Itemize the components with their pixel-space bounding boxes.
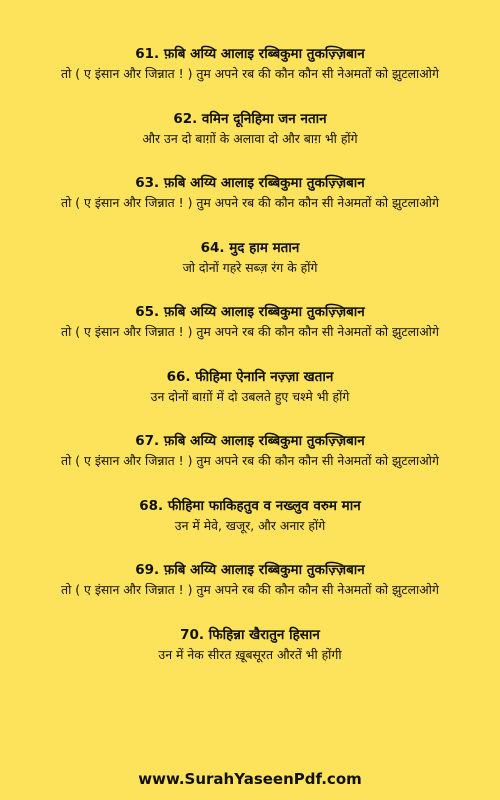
verse-62: [0, 110, 500, 175]
verse-heading: 62. वमिन दूनिहिमा जन नतान: [173, 110, 327, 127]
verse-63: [0, 174, 500, 239]
verse-translation: तो ( ए इंसान और जिन्नात ! ) तुम अपने रब की कौन कौन सी नेअमतों को झुटलाओगे: [61, 582, 439, 597]
verse-translation: तो ( ए इंसान और जिन्नात ! ) तुम अपने रब की कौन कौन सी नेअमतों को झुटलाओगे: [61, 66, 439, 81]
website-footer: www.SurahYaseenPdf.com: [138, 770, 362, 788]
verse-64: [0, 239, 500, 304]
verse-translation: उन में मेवे, खजूर, और अनार होंगे: [174, 517, 326, 533]
verse-heading: 67. फ़बि अय्यि आलाइ रब्बिकुमा तुकज़्ज़िबान: [135, 433, 365, 449]
verse-67: [0, 432, 500, 497]
verse-65: [0, 303, 500, 368]
verse-heading: 68. फीहिमा फाकिहतुव व नख्लुव वरुम मान: [139, 497, 361, 514]
verse-heading: 70. फिहिन्ना खैरातुन हिसान: [180, 626, 320, 643]
verse-heading: 61. फ़बि अय्यि आलाइ रब्बिकुमा तुकज़्ज़िबान: [135, 46, 365, 62]
verse-translation: तो ( ए इंसान और जिन्नात ! ) तुम अपने रब की कौन कौन सी नेअमतों को झुटलाओगे: [61, 324, 439, 339]
verse-heading: 64. मुद हाम मतान: [200, 239, 300, 256]
verse-66: [0, 368, 500, 433]
verse-list: [0, 45, 500, 690]
verse-70: [0, 626, 500, 691]
verse-heading: 66. फीहिमा ऐनानि नज़्ज़ा खतान: [166, 368, 334, 385]
verse-69: [0, 561, 500, 626]
verse-translation: तो ( ए इंसान और जिन्नात ! ) तुम अपने रब की कौन कौन सी नेअमतों को झुटलाओगे: [61, 195, 439, 210]
verse-61: [0, 45, 500, 110]
verse-translation: तो ( ए इंसान और जिन्नात ! ) तुम अपने रब की कौन कौन सी नेअमतों को झुटलाओगे: [61, 453, 439, 468]
verse-translation: जो दोनों गहरे सब्ज़ रंग के होंगे: [182, 259, 318, 275]
verse-heading: 63. फ़बि अय्यि आलाइ रब्बिकुमा तुकज़्ज़िबान: [135, 175, 365, 191]
verse-heading: 69. फ़बि अय्यि आलाइ रब्बिकुमा तुकज़्ज़िबान: [135, 562, 365, 578]
verse-68: [0, 497, 500, 562]
verse-heading: 65. फ़बि अय्यि आलाइ रब्बिकुमा तुकज़्ज़िबान: [135, 304, 365, 320]
verse-translation: और उन दो बाग़ों के अलावा दो और बाग़ भी होंगे: [142, 130, 358, 146]
verse-translation: उन दोनों बाग़ों में दो उबलते हुए चश्मे भी होंगे: [150, 388, 350, 404]
verse-translation: उन में नेक सीरत ख़ूबसूरत औरतें भी होंगी: [158, 646, 342, 662]
